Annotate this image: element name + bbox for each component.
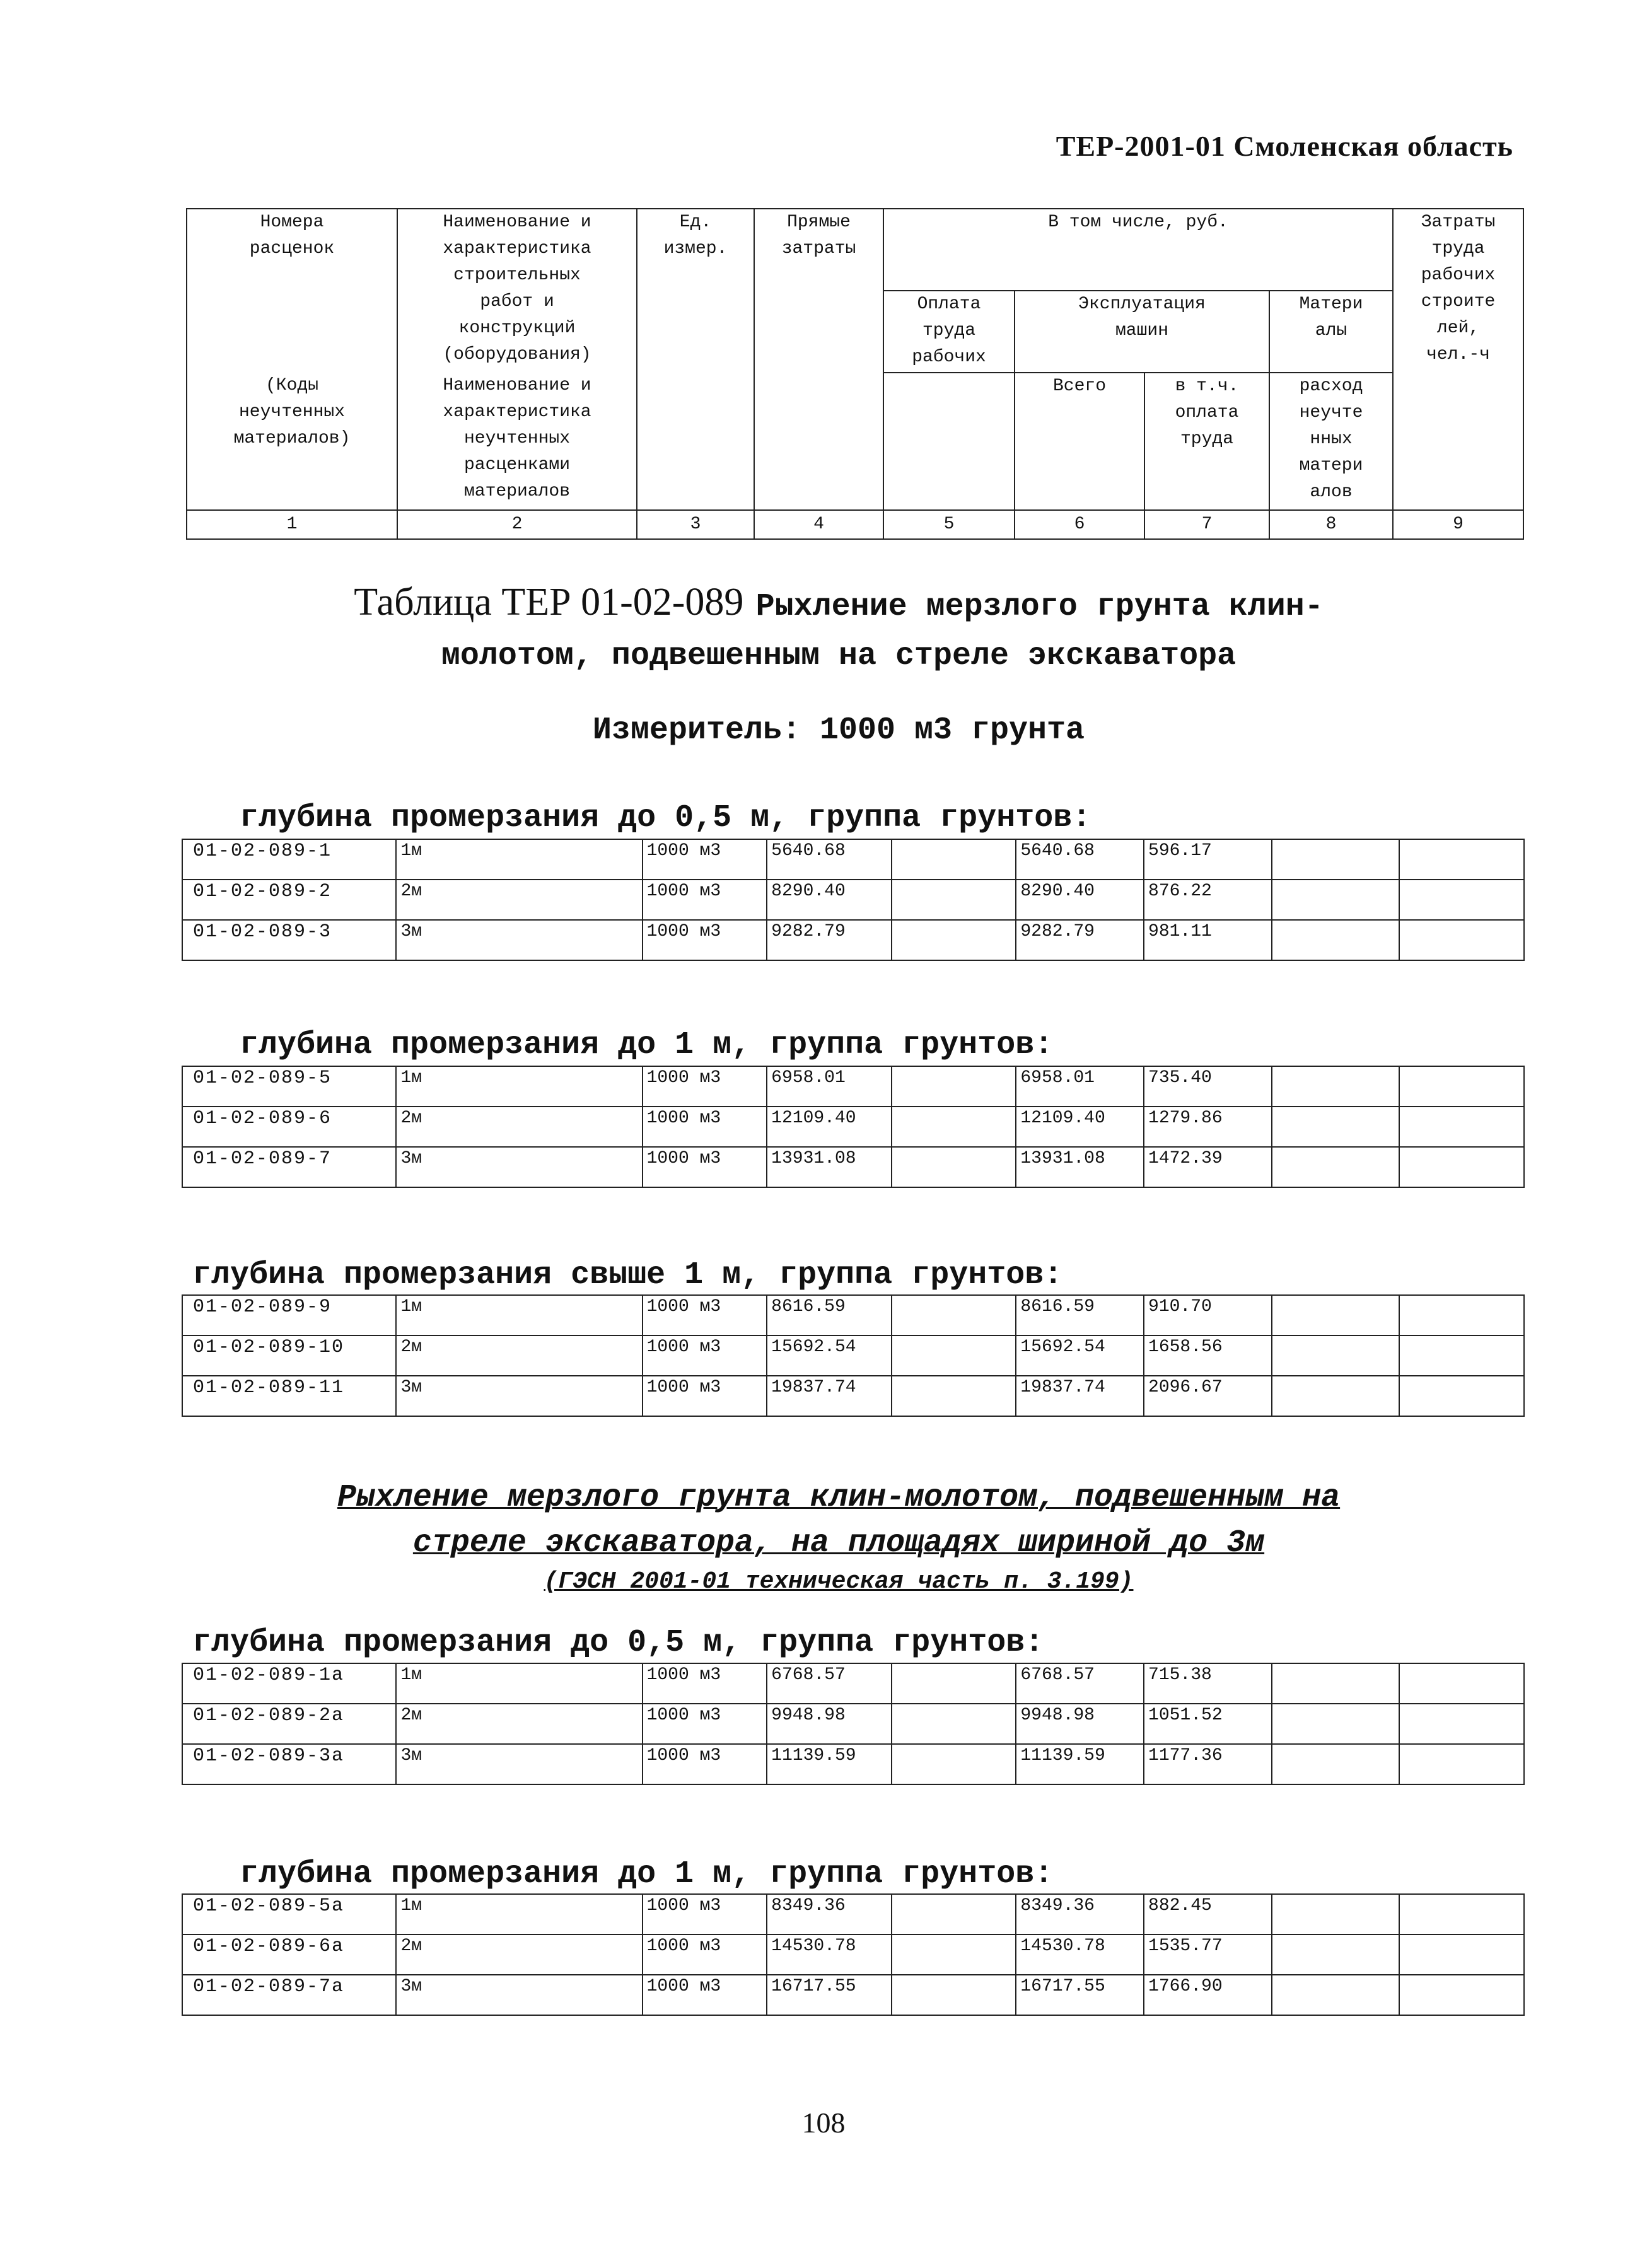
cell-unit: 1000 м3 [643, 1107, 767, 1147]
cell-hours [1399, 1744, 1524, 1784]
cell-machines-labor: 735.40 [1144, 1066, 1272, 1107]
cell-materials [1272, 1376, 1400, 1416]
cell-code: 01-02-089-10 [182, 1335, 396, 1376]
cell-code: 01-02-089-3 [182, 920, 396, 960]
page-header: ТЕР-2001-01 Смоленская область [1056, 130, 1513, 162]
table-title-line2: молотом, подвешенным на стреле экскаватора [441, 638, 1237, 674]
cell-machines-labor: 715.38 [1144, 1663, 1272, 1704]
cell-materials [1272, 1147, 1400, 1187]
cell-labor [892, 1376, 1016, 1416]
col-number: 4 [754, 510, 883, 539]
col-head-hours: Затраты труда рабочих строите лей, чел.-ч [1393, 209, 1523, 510]
table-row [182, 1894, 1524, 1934]
cell-unit: 1000 м3 [643, 1066, 767, 1107]
cell-materials [1272, 1663, 1400, 1704]
cell-machines-labor: 1658.56 [1144, 1335, 1272, 1376]
cell-unit: 1000 м3 [643, 1147, 767, 1187]
cell-hours [1399, 880, 1524, 920]
cell-hours [1399, 1934, 1524, 1975]
col-number: 7 [1144, 510, 1269, 539]
cell-labor [892, 1934, 1016, 1975]
cell-direct: 8349.36 [767, 1894, 892, 1934]
table-row [182, 1107, 1524, 1147]
cell-machines-labor: 1766.90 [1144, 1975, 1272, 2015]
table-row [182, 1934, 1524, 1975]
section-title: глубина промерзания свыше 1 м, группа грунтов: [192, 1257, 1063, 1293]
cell-materials [1272, 839, 1400, 880]
cell-unit: 1000 м3 [643, 1376, 767, 1416]
rate-table [182, 839, 1525, 961]
cell-labor [892, 1295, 1016, 1335]
cell-code: 01-02-089-6а [182, 1934, 396, 1975]
col-head-codes-unaccounted: (Коды неучтенных материалов) [187, 373, 397, 510]
col-head-machines-total: Всего [1015, 373, 1144, 510]
cell-unit: 1000 м3 [643, 1295, 767, 1335]
column-header-table [186, 208, 1524, 540]
table-title-line1: Рыхление мерзлого грунта клин- [755, 589, 1324, 625]
cell-code: 01-02-089-1 [182, 839, 396, 880]
cell-machines: 9282.79 [1016, 920, 1144, 960]
cell-name: 1м [396, 1066, 642, 1107]
cell-labor [892, 839, 1016, 880]
table-row [182, 1066, 1524, 1107]
cell-direct: 5640.68 [767, 839, 892, 880]
rate-table [182, 1893, 1525, 2016]
cell-machines: 13931.08 [1016, 1147, 1144, 1187]
cell-hours [1399, 1704, 1524, 1744]
cell-direct: 11139.59 [767, 1744, 892, 1784]
cell-labor [892, 1975, 1016, 2015]
cell-name: 1м [396, 1663, 642, 1704]
cell-direct: 6768.57 [767, 1663, 892, 1704]
cell-labor [892, 1066, 1016, 1107]
cell-code: 01-02-089-1а [182, 1663, 396, 1704]
cell-unit: 1000 м3 [643, 1894, 767, 1934]
subsection-reference: (ГЭСН 2001-01 техническая часть п. 3.199) [544, 1568, 1134, 1595]
cell-code: 01-02-089-2 [182, 880, 396, 920]
cell-direct: 12109.40 [767, 1107, 892, 1147]
cell-unit: 1000 м3 [643, 1335, 767, 1376]
cell-machines-labor: 910.70 [1144, 1295, 1272, 1335]
cell-name: 3м [396, 1147, 642, 1187]
col-head-group: В том числе, руб. [883, 209, 1393, 291]
cell-hours [1399, 1663, 1524, 1704]
cell-direct: 13931.08 [767, 1147, 892, 1187]
cell-machines: 12109.40 [1016, 1107, 1144, 1147]
cell-machines-labor: 1279.86 [1144, 1107, 1272, 1147]
table-row [182, 1335, 1524, 1376]
col-number: 3 [637, 510, 754, 539]
col-number: 8 [1269, 510, 1393, 539]
subsection-title-line2: стреле экскаватора, на площадях шириной до 3м [412, 1525, 1265, 1561]
section-title: глубина промерзания до 1 м, группа грунтов: [240, 1027, 1054, 1063]
cell-machines: 8290.40 [1016, 880, 1144, 920]
cell-machines: 6768.57 [1016, 1663, 1144, 1704]
cell-hours [1399, 1107, 1524, 1147]
cell-machines: 8349.36 [1016, 1894, 1144, 1934]
cell-labor [892, 1663, 1016, 1704]
cell-materials [1272, 1934, 1400, 1975]
cell-labor [892, 1335, 1016, 1376]
cell-machines-labor: 1535.77 [1144, 1934, 1272, 1975]
section-title: глубина промерзания до 1 м, группа грунтов: [240, 1856, 1054, 1892]
section-title: глубина промерзания до 0,5 м, группа грунтов: [192, 1625, 1044, 1661]
cell-machines-labor: 1472.39 [1144, 1147, 1272, 1187]
table-number: Таблица ТЕР 01-02-089 [354, 581, 744, 624]
cell-code: 01-02-089-7а [182, 1975, 396, 2015]
cell-name: 3м [396, 1975, 642, 2015]
cell-materials [1272, 1107, 1400, 1147]
rate-table [182, 1663, 1525, 1785]
cell-direct: 16717.55 [767, 1975, 892, 2015]
cell-machines: 14530.78 [1016, 1934, 1144, 1975]
cell-hours [1399, 1066, 1524, 1107]
cell-name: 3м [396, 1744, 642, 1784]
col-head-unit: Ед. измер. [637, 209, 754, 510]
cell-name: 3м [396, 1376, 642, 1416]
section-title: глубина промерзания до 0,5 м, группа грунтов: [240, 800, 1091, 836]
cell-machines: 5640.68 [1016, 839, 1144, 880]
cell-machines-labor: 981.11 [1144, 920, 1272, 960]
cell-materials [1272, 880, 1400, 920]
cell-materials [1272, 1335, 1400, 1376]
table-row [182, 1704, 1524, 1744]
cell-machines-labor: 2096.67 [1144, 1376, 1272, 1416]
cell-labor [892, 920, 1016, 960]
cell-name: 1м [396, 839, 642, 880]
cell-name: 2м [396, 1704, 642, 1744]
rate-table [182, 1294, 1525, 1417]
cell-code: 01-02-089-3а [182, 1744, 396, 1784]
cell-code: 01-02-089-5а [182, 1894, 396, 1934]
cell-machines: 6958.01 [1016, 1066, 1144, 1107]
table-row [182, 1376, 1524, 1416]
cell-materials [1272, 1894, 1400, 1934]
cell-name: 3м [396, 920, 642, 960]
measurement-unit: Измеритель: 1000 м3 грунта [592, 712, 1085, 748]
table-row [182, 920, 1524, 960]
cell-machines: 16717.55 [1016, 1975, 1144, 2015]
col-head-materials: Матери алы [1269, 291, 1393, 373]
cell-labor [892, 1894, 1016, 1934]
cell-unit: 1000 м3 [643, 1704, 767, 1744]
col-head-direct: Прямые затраты [754, 209, 883, 510]
cell-materials [1272, 1744, 1400, 1784]
cell-machines-labor: 1177.36 [1144, 1744, 1272, 1784]
cell-name: 2м [396, 1107, 642, 1147]
cell-machines-labor: 596.17 [1144, 839, 1272, 880]
subsection-title [189, 1475, 1488, 1598]
cell-code: 01-02-089-2а [182, 1704, 396, 1744]
cell-materials [1272, 1066, 1400, 1107]
cell-materials [1272, 920, 1400, 960]
cell-direct: 9948.98 [767, 1704, 892, 1744]
cell-labor [892, 880, 1016, 920]
cell-name: 2м [396, 1934, 642, 1975]
cell-machines-labor: 882.45 [1144, 1894, 1272, 1934]
table-row [182, 1744, 1524, 1784]
cell-direct: 14530.78 [767, 1934, 892, 1975]
cell-machines: 8616.59 [1016, 1295, 1144, 1335]
cell-direct: 9282.79 [767, 920, 892, 960]
cell-hours [1399, 1295, 1524, 1335]
cell-code: 01-02-089-9 [182, 1295, 396, 1335]
cell-unit: 1000 м3 [643, 1663, 767, 1704]
cell-unit: 1000 м3 [643, 880, 767, 920]
col-head-machines-labor: в т.ч. оплата труда [1144, 373, 1269, 510]
table-title [189, 580, 1488, 678]
col-head-name-unaccounted: Наименование и характеристика неучтенных расценками материалов [397, 373, 637, 510]
cell-labor [892, 1704, 1016, 1744]
cell-materials [1272, 1295, 1400, 1335]
cell-machines: 9948.98 [1016, 1704, 1144, 1744]
cell-materials [1272, 1975, 1400, 2015]
table-row [182, 1295, 1524, 1335]
col-number: 1 [187, 510, 397, 539]
cell-labor [892, 1147, 1016, 1187]
table-row [182, 1663, 1524, 1704]
cell-machines-labor: 876.22 [1144, 880, 1272, 920]
subsection-title-line1: Рыхление мерзлого грунта клин-молотом, подвешенным на [337, 1480, 1341, 1516]
cell-unit: 1000 м3 [643, 1744, 767, 1784]
cell-hours [1399, 1147, 1524, 1187]
cell-code: 01-02-089-7 [182, 1147, 396, 1187]
col-number: 9 [1393, 510, 1523, 539]
cell-direct: 19837.74 [767, 1376, 892, 1416]
col-number: 2 [397, 510, 637, 539]
cell-direct: 8616.59 [767, 1295, 892, 1335]
cell-unit: 1000 м3 [643, 1934, 767, 1975]
rate-table [182, 1066, 1525, 1188]
col-head-name: Наименование и характеристика строительных работ и конструкций (оборудования) [397, 209, 637, 373]
cell-hours [1399, 1376, 1524, 1416]
cell-name: 2м [396, 1335, 642, 1376]
cell-labor [892, 1744, 1016, 1784]
cell-unit: 1000 м3 [643, 920, 767, 960]
cell-machines: 15692.54 [1016, 1335, 1144, 1376]
cell-materials [1272, 1704, 1400, 1744]
cell-machines-labor: 1051.52 [1144, 1704, 1272, 1744]
cell-direct: 8290.40 [767, 880, 892, 920]
cell-direct: 15692.54 [767, 1335, 892, 1376]
cell-code: 01-02-089-11 [182, 1376, 396, 1416]
col-number: 6 [1015, 510, 1144, 539]
table-row [182, 839, 1524, 880]
page-number: 108 [801, 2107, 846, 2139]
table-row [182, 880, 1524, 920]
cell-labor [892, 1107, 1016, 1147]
cell-code: 01-02-089-5 [182, 1066, 396, 1107]
col-head-labor: Оплата труда рабочих [883, 291, 1015, 373]
cell-hours [1399, 920, 1524, 960]
cell-hours [1399, 1894, 1524, 1934]
cell-unit: 1000 м3 [643, 1975, 767, 2015]
cell-direct: 6958.01 [767, 1066, 892, 1107]
table-row [182, 1975, 1524, 2015]
cell-name: 2м [396, 880, 642, 920]
cell-hours [1399, 839, 1524, 880]
table-row [182, 1147, 1524, 1187]
col-head-codes: Номера расценок [187, 209, 397, 373]
col-head-materials-unaccounted: расход неучте нных матери алов [1269, 373, 1393, 510]
cell-hours [1399, 1335, 1524, 1376]
cell-unit: 1000 м3 [643, 839, 767, 880]
cell-code: 01-02-089-6 [182, 1107, 396, 1147]
cell-hours [1399, 1975, 1524, 2015]
cell-machines: 19837.74 [1016, 1376, 1144, 1416]
cell-name: 1м [396, 1295, 642, 1335]
col-number: 5 [883, 510, 1015, 539]
cell-name: 1м [396, 1894, 642, 1934]
col-head-machines-group: Эксплуатация машин [1015, 291, 1269, 373]
cell-machines: 11139.59 [1016, 1744, 1144, 1784]
